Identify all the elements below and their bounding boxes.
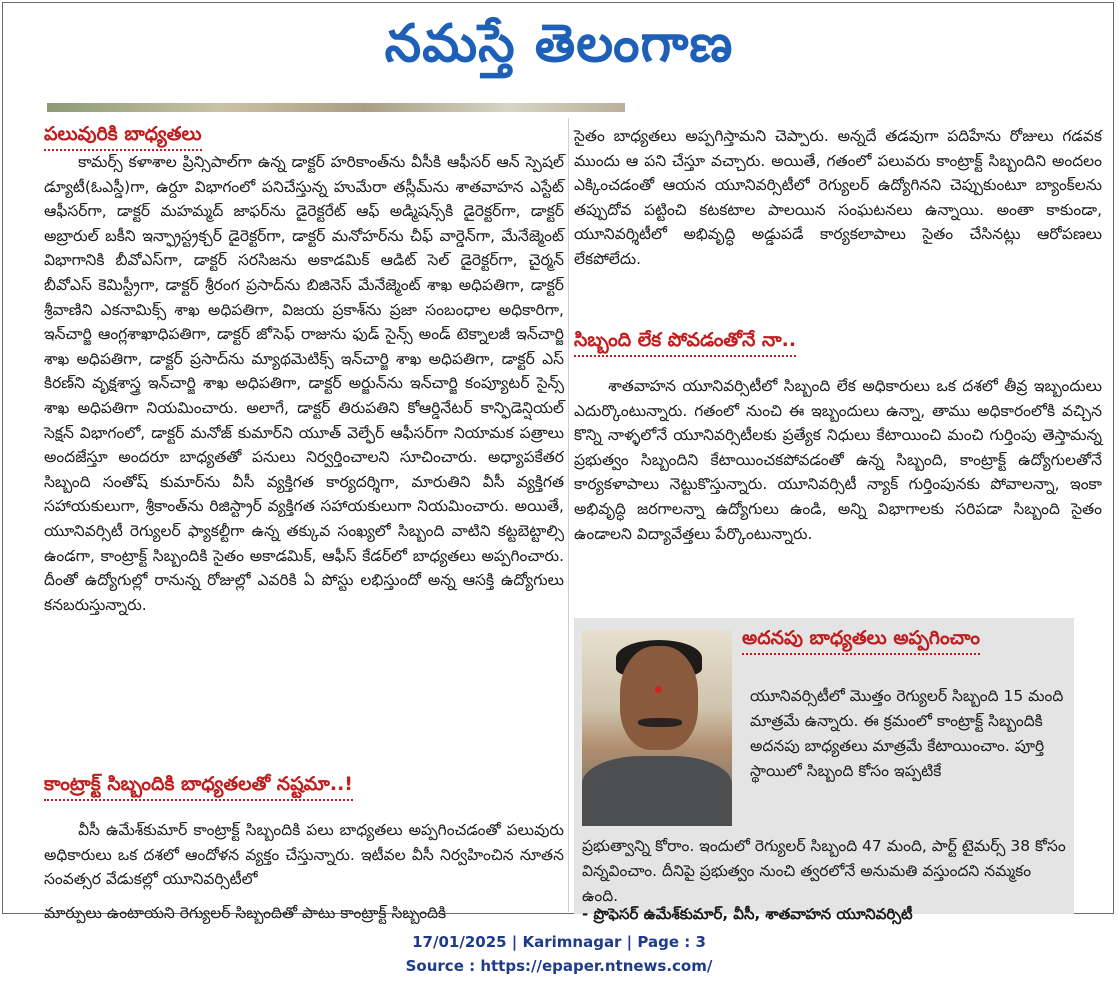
- left-bottom-paragraph: వీసీ ఉమేశ్‌కుమార్ కాంట్రాక్ట్ సిబ్బందికి పలు బాధ్యతలు అప్పగించడంతో పలువురు అధికారులు ఒక దశలో ఆందోళన వ్యక్తం చేస్తున్నారు. ఇటీవల వీసీ నిర్వహించిన నూతన సంవత్సర వేడుకల్లో యూనివర్సిటీలో: [44, 821, 564, 889]
- heading-responsibilities: [44, 120, 202, 151]
- right-top-paragraph: సైతం బాధ్యతలు అప్పగిస్తామని చెప్పారు. అన్నదే తడవుగా పదిహేను రోజులు గడవక ముందు ఆ పని చేస్తూ వచ్చారు. అయితే, గతంలో పలువరు కాంట్రాక్ట్ సిబ్బందిని అందలం ఎక్కించడంతో ఆయన యూనివర్సిటీలో రెగ్యులర్ ఉద్యోగినని చెప్పుకుంటూ బ్యాంక్‌లను తప్పుదోవ పట్టించి కటకటాల పాలయిన సంఘటనలు ఉన్నాయి. అంతా కాకుండా, యూనివర్శిటీలో అభివృద్ధి అడ్డుపడే కార్యకలాపాలు సైతం చేసినట్లు ఆరోపణలు లేకపోలేదు.: [574, 127, 1102, 268]
- vc-portrait-photo: [582, 630, 732, 826]
- masthead-logo: నమస్తే తెలంగాణ: [384, 14, 734, 74]
- top-photo-strip: [47, 103, 625, 112]
- heading-text: కాంట్రాక్ట్ సిబ్బందికి బాధ్యతలతో నష్టమా..!: [44, 773, 353, 795]
- box-quote-text-continued: ప్రభుత్వాన్ని కోరాం. ఇందులో రెగ్యులర్ సిబ్బంది 47 మంది, పార్ట్ టైమర్స్ 38 కోసం విన్నవించాం. దీనిపై ప్రభుత్వం నుంచి త్వరలోనే అనుమతి వస్తుందని నమ్మకం ఉంది.: [582, 837, 1066, 905]
- column-divider: [568, 118, 569, 912]
- heading-text: పలువురికి బాధ్యతలు: [44, 123, 202, 145]
- page-footer: [0, 930, 1118, 978]
- heading-rule: [44, 799, 353, 801]
- left-paragraph: కామర్స్ కళాశాల ప్రిన్సిపాల్‌గా ఉన్న డాక్టర్ హరికాంత్‌ను వీసీకి ఆఫీసర్ ఆన్ స్పెషల్ డ్యూటీ(ఓఎస్డీ)గా, ఉర్దూ విభాగంలో పనిచేస్తున్న హుమేరా తస్లీమ్‌ను శాతవాహన ఎస్టేట్ ఆఫీసర్‌గా, డాక్టర్ మహమ్మద్ జాఫర్‌ను డైరెక్టరేట్ ఆఫ్ అడ్మిషన్స్‌కి డైరెక్టర్‌గా, డాక్టర్ అబ్రారుల్ బకీని ఇన్ఫ్రాస్ట్రక్చర్ డైరెక్టర్‌గా, డాక్టర్ మనోహర్‌ను చీఫ్ వార్డెన్‌గా, మేనేజ్మెంట్ విభాగానికి బీవోఎస్‌గా, డాక్టర్ సరసిజను అకాడమిక్ ఆడిట్ సెల్ డైరెక్టర్‌గా, చైర్మన్ బీవోఎస్ కెమిస్ట్రీగా, డాక్టర్ శ్రీరంగ ప్రసాద్‌ను బిజినెస్ మేనేజ్మెంట్ శాఖ అధిపతిగా, డాక్టర్ శ్రీవాణిని ఎకనామిక్స్ శాఖ అధిపతిగా, విజయ ప్రకాశ్‌ను ప్రజా సంబంధాల అధికారిగా, ఇన్‌చార్జి ఆంగ్లశాఖాధిపతిగా, డాక్టర్ జోసెఫ్ రాజును ఫుడ్ సైన్స్ అండ్ టెక్నాలజీ ఇన్‌చార్జి శాఖ అధిపతిగా, డాక్టర్ ప్రసాద్‌ను మ్యాథమెటిక్స్ ఇన్‌చార్జి శాఖ అధిపతిగా, డాక్టర్ ఎస్ కిరణ్‌ని వృక్షశాస్త్ర ఇన్‌చార్జి శాఖ అధిపతిగా, డాక్టర్ అర్జున్‌ను ఇన్‌చార్జి కంప్యూటర్ సైన్స్ శాఖ అధిపతిగా నియమించారు. అలాగే, డాక్టర్ తిరుపతిని కోఆర్డినేటర్ కాన్ఫిడెన్షియల్ సెక్షన్ విభాగంలో, డాక్టర్ మనోజ్ కుమార్‌ని యూత్ వెల్ఫేర్ ఆఫీసర్‌గా నియామక పత్రాలు అందజేస్తూ అందరూ బాధ్యతతో పనులు నిర్వర్తించాలని సూచించారు. అధ్యాపకేతర సిబ్బంది సంతోష్ కుమార్‌ను వీసీ వ్యక్తిగత కార్యదర్శిగా, మారుతిని వీసీ వ్యక్తిగత సహాయకులుగా, శ్రీకాంత్‌ను రిజిస్ట్రార్ వ్యక్తిగత సహాయకులుగా నియమించారు. అయితే, యూనివర్సిటీ రెగ్యులర్ ఫ్యాకల్టీగా ఉన్న తక్కువ సంఖ్యలో సిబ్బంది వాటిని కట్టబెట్టాల్సి ఉండగా, కాంట్రాక్ట్ సిబ్బందికి సైతం అకాడమిక్, ఆఫీస్ కేడర్‌లో బాధ్యతలు అప్పగించారు. దీంతో ఉద్యోగుల్లో రానున్న రోజుల్లో ఎవరికి ఏ పోస్టు లభిస్తుందో అన్న ఆసక్తి ఉద్యోగులు కనబరుస్తున్నారు.: [44, 153, 564, 614]
- heading-rule: [574, 355, 796, 357]
- portrait-shirt: [582, 756, 732, 826]
- right-mid-paragraph: శాతవాహన యూనివర్సిటీలో సిబ్బంది లేక అధికారులు ఒక దశలో తీవ్ర ఇబ్బందులు ఎదుర్కొంటున్నారు. గతంలో నుంచి ఈ ఇబ్బందులు ఉన్నా, తాము అధికారంలోకి వచ్చిన కొన్ని నాళ్ళలోనే యూనివర్సిటీలకు ప్రత్యేక నిధులు కేటాయించి మంచి గుర్తింపు తెస్తామన్న ప్రభుత్వం సిబ్బందిని కేటాయించకపోవడంతో ఉన్న సిబ్బంది, కాంట్రాక్ట్ ఉద్యోగులతోనే కార్యకళాపాలు నెట్టుకొస్తున్నారు. యూనివర్సిటీ న్యాక్ గుర్తింపునకు పోవాలన్నా, ఇంకా అభివృద్ధి జరగాలన్నా ఉద్యోగులు ఉండి, అన్ని విభాగాలకు సరిపడా సిబ్బంది సైతం ఉండాలని విద్యావేత్తలు పేర్కొంటున్నారు.: [574, 377, 1102, 543]
- footer-source: Source : https://epaper.ntnews.com/: [405, 957, 713, 975]
- portrait-mustache: [638, 718, 682, 727]
- heading-text: అదనపు బాధ్యతలు అప్పగించాం: [742, 627, 981, 649]
- heading-additional-duties: [742, 624, 980, 655]
- heading-rule: [742, 653, 980, 655]
- heading-no-staff: [574, 326, 796, 357]
- portrait-tilak: [655, 686, 662, 693]
- footer-date-edition: 17/01/2025 | Karimnagar | Page : 3: [412, 933, 706, 951]
- box-quote-text: యూనివర్సిటీలో మొత్తం రెగ్యులర్ సిబ్బంది 15 మంది మాత్రమే ఉన్నారు. ఈ క్రమంలో కాంట్రాక్ట్ సిబ్బందికి అదనపు బాధ్యతలు మాత్రమే కేటాయించాం. పూర్తి స్థాయిలో సిబ్బంది కోసం ఇప్పటికే: [750, 687, 1064, 780]
- left-cut-line: మార్పులు ఉంటాయని రెగ్యులర్ సిబ్బందితో పాటు కాంట్రాక్ట్ సిబ్బందికి: [44, 904, 447, 922]
- box-attribution-cut: - ప్రొఫెసర్ ఉమేశ్‌కుమార్, వీసీ, శాతవాహన యూనివర్సిటీ: [582, 905, 913, 923]
- portrait-face: [620, 646, 698, 750]
- right-top-article: [574, 124, 1102, 272]
- left-bottom-article: [44, 818, 564, 892]
- heading-contract-staff: [44, 770, 353, 801]
- heading-text: సిబ్బంది లేక పోవడంతోనే నా..: [574, 329, 797, 351]
- left-column-article: [44, 150, 564, 617]
- right-mid-article: [574, 374, 1102, 546]
